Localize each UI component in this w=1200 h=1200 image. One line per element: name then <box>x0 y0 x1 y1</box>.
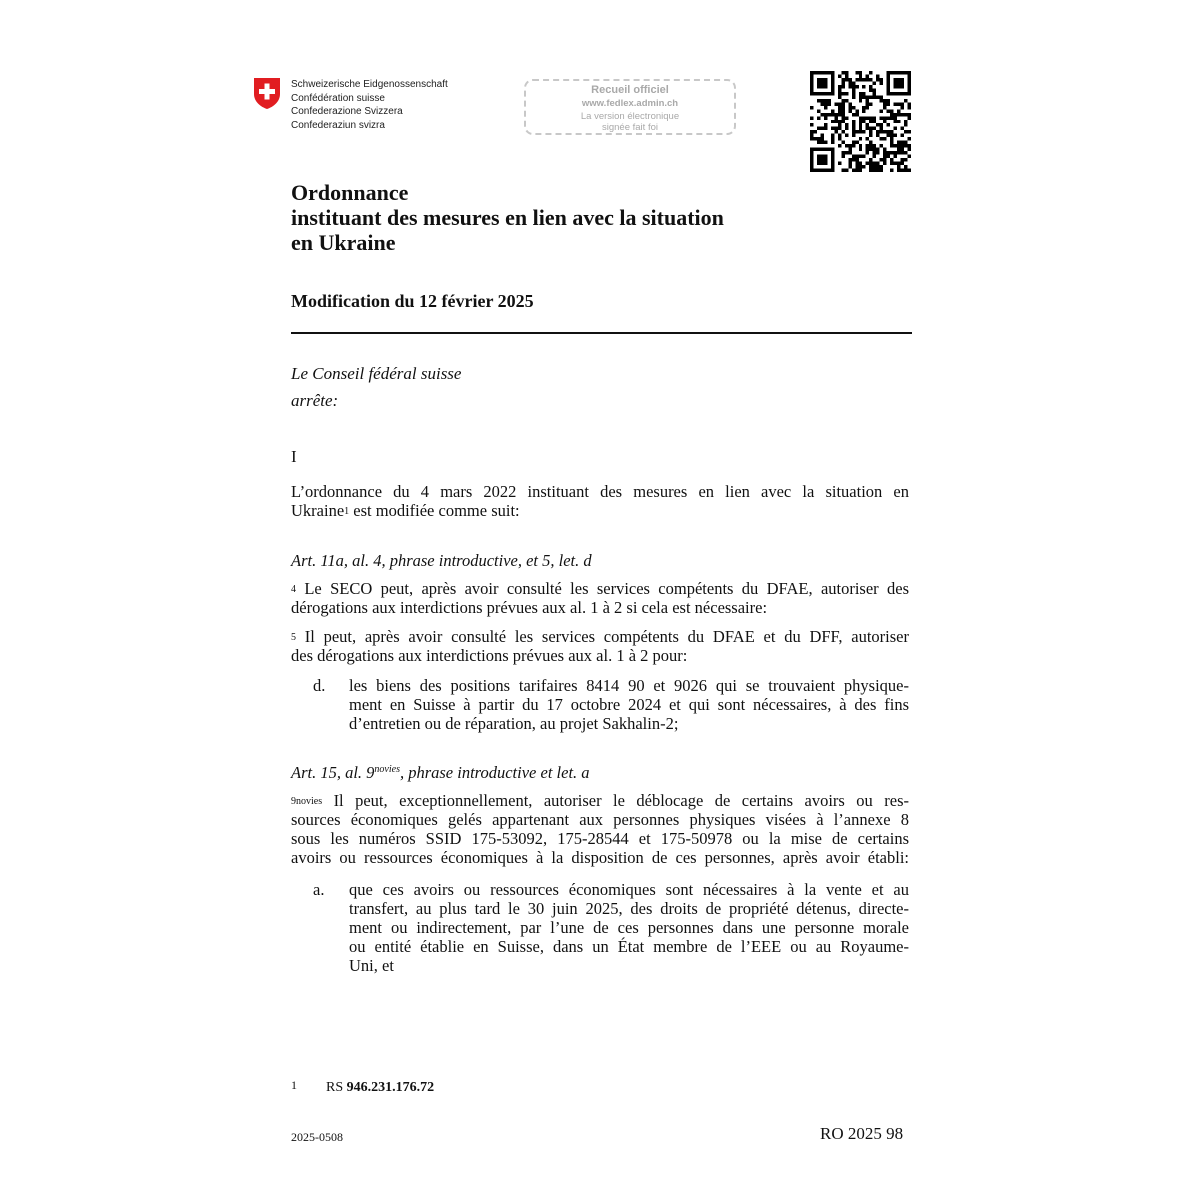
text-line: Uni, et <box>349 956 394 975</box>
confederation-name: Confédération suisse <box>291 92 385 104</box>
footnote-marker[interactable]: 1 <box>344 506 350 517</box>
stamp-line: La version électronique <box>580 111 680 122</box>
text-fragment: Il peut, après avoir consulté les services compétents du DFAE et du DFF, autoriser <box>296 627 909 646</box>
paragraph-number: 5 <box>291 632 296 643</box>
superscript: novies <box>374 764 400 775</box>
paragraph-number: 4 <box>291 584 296 595</box>
article-heading <box>291 763 590 783</box>
text-fragment: est modifiée comme suit: <box>349 501 520 520</box>
text-line: d’entretien ou de réparation, au projet Sakhalin-2; <box>349 714 679 733</box>
article-heading: Art. 11a, al. 4, phrase introductive, et 5, let. d <box>291 551 592 570</box>
text-line: ou entité établie en Suisse, dans un État membre de l’EEE ou au Royaume- <box>349 937 909 956</box>
preamble-line: arrête: <box>291 391 339 410</box>
title-line: en Ukraine <box>291 230 396 255</box>
list-label: a. <box>313 880 325 899</box>
paragraph-9novies <box>291 791 909 867</box>
text-fragment: , phrase introductive et let. a <box>399 763 590 782</box>
stamp-line: signée fait foi <box>602 122 658 133</box>
modification-date: Modification du 12 février 2025 <box>291 291 534 311</box>
confederation-names <box>291 78 448 132</box>
list-item-d <box>349 676 909 733</box>
footnote-text <box>326 1080 434 1096</box>
confederation-name: Confederazione Svizzera <box>291 106 403 117</box>
title-line: Ordonnance <box>291 180 409 205</box>
document-number: 2025-0508 <box>291 1130 343 1144</box>
list-label: d. <box>313 676 326 695</box>
text-line: des dérogations aux interdictions prévues aux al. 1 à 2 pour: <box>291 646 688 665</box>
title-line: instituant des mesures en lien avec la situation <box>291 205 724 230</box>
text-line: sous les numéros SSID 175-53092, 175-28544 et 175-50978 ou la mise de certains <box>291 829 909 848</box>
text-line: sources économiques gelés appartenant aux personnes physiques visées à l’annexe 8 <box>291 810 909 829</box>
text-fragment: Il peut, exceptionnellement, autoriser le déblocage de certains avoirs ou res- <box>322 791 909 810</box>
text-line <box>291 501 909 520</box>
paragraph-5 <box>291 627 909 665</box>
stamp-line: www.fedlex.admin.ch <box>581 98 679 109</box>
title-divider <box>291 332 912 334</box>
document-title <box>291 180 724 255</box>
qr-code-icon <box>810 71 911 172</box>
text-fragment: Ukraine <box>291 501 345 520</box>
ro-reference: RO 2025 98 <box>820 1124 904 1143</box>
text-line: que ces avoirs ou ressources économiques sont nécessaires à la vente et au <box>349 880 909 899</box>
preamble-line: Le Conseil fédéral suisse <box>291 364 462 383</box>
official-stamp <box>524 79 736 135</box>
text-line <box>291 791 909 810</box>
text-line: dérogations aux interdictions prévues aux al. 1 à 2 si cela est nécessaire: <box>291 598 768 617</box>
stamp-line: Recueil officiel <box>591 84 669 96</box>
text-fragment: RS <box>326 1080 347 1095</box>
text-line: L’ordonnance du 4 mars 2022 instituant des mesures en lien avec la situation en <box>291 482 909 501</box>
paragraph-4 <box>291 579 909 617</box>
text-fragment: Art. 15, al. 9 <box>291 763 375 782</box>
footnote-reference[interactable]: 946.231.176.72 <box>346 1080 435 1095</box>
section-number: I <box>291 447 297 466</box>
confederation-name: Schweizerische Eidgenossenschaft <box>291 79 448 90</box>
text-line: les biens des positions tarifaires 8414 90 et 9026 qui se trouvaient physique- <box>349 676 909 695</box>
text-line: ment ou indirectement, par l’une de ces personnes dans une personne morale <box>349 918 909 937</box>
text-line: avoirs ou ressources économiques à la disposition de ces personnes, après avoir établi: <box>291 848 909 867</box>
paragraph-number: 9novies <box>291 796 323 807</box>
text-line <box>291 627 909 646</box>
intro-paragraph <box>291 482 909 520</box>
text-line <box>291 579 909 598</box>
footnote-number: 1 <box>291 1078 297 1092</box>
text-line: transfert, au plus tard le 30 juin 2025, des droits de propriété détenus, directe- <box>349 899 909 918</box>
swiss-coat-of-arms-icon <box>253 77 281 110</box>
list-item-a <box>349 880 909 975</box>
text-fragment: Le SECO peut, après avoir consulté les services compétents du DFAE, autoriser des <box>296 579 909 598</box>
confederation-name: Confederaziun svizra <box>291 119 385 131</box>
text-line: ment en Suisse à partir du 17 octobre 2024 et qui sont nécessaires, à des fins <box>349 695 909 714</box>
